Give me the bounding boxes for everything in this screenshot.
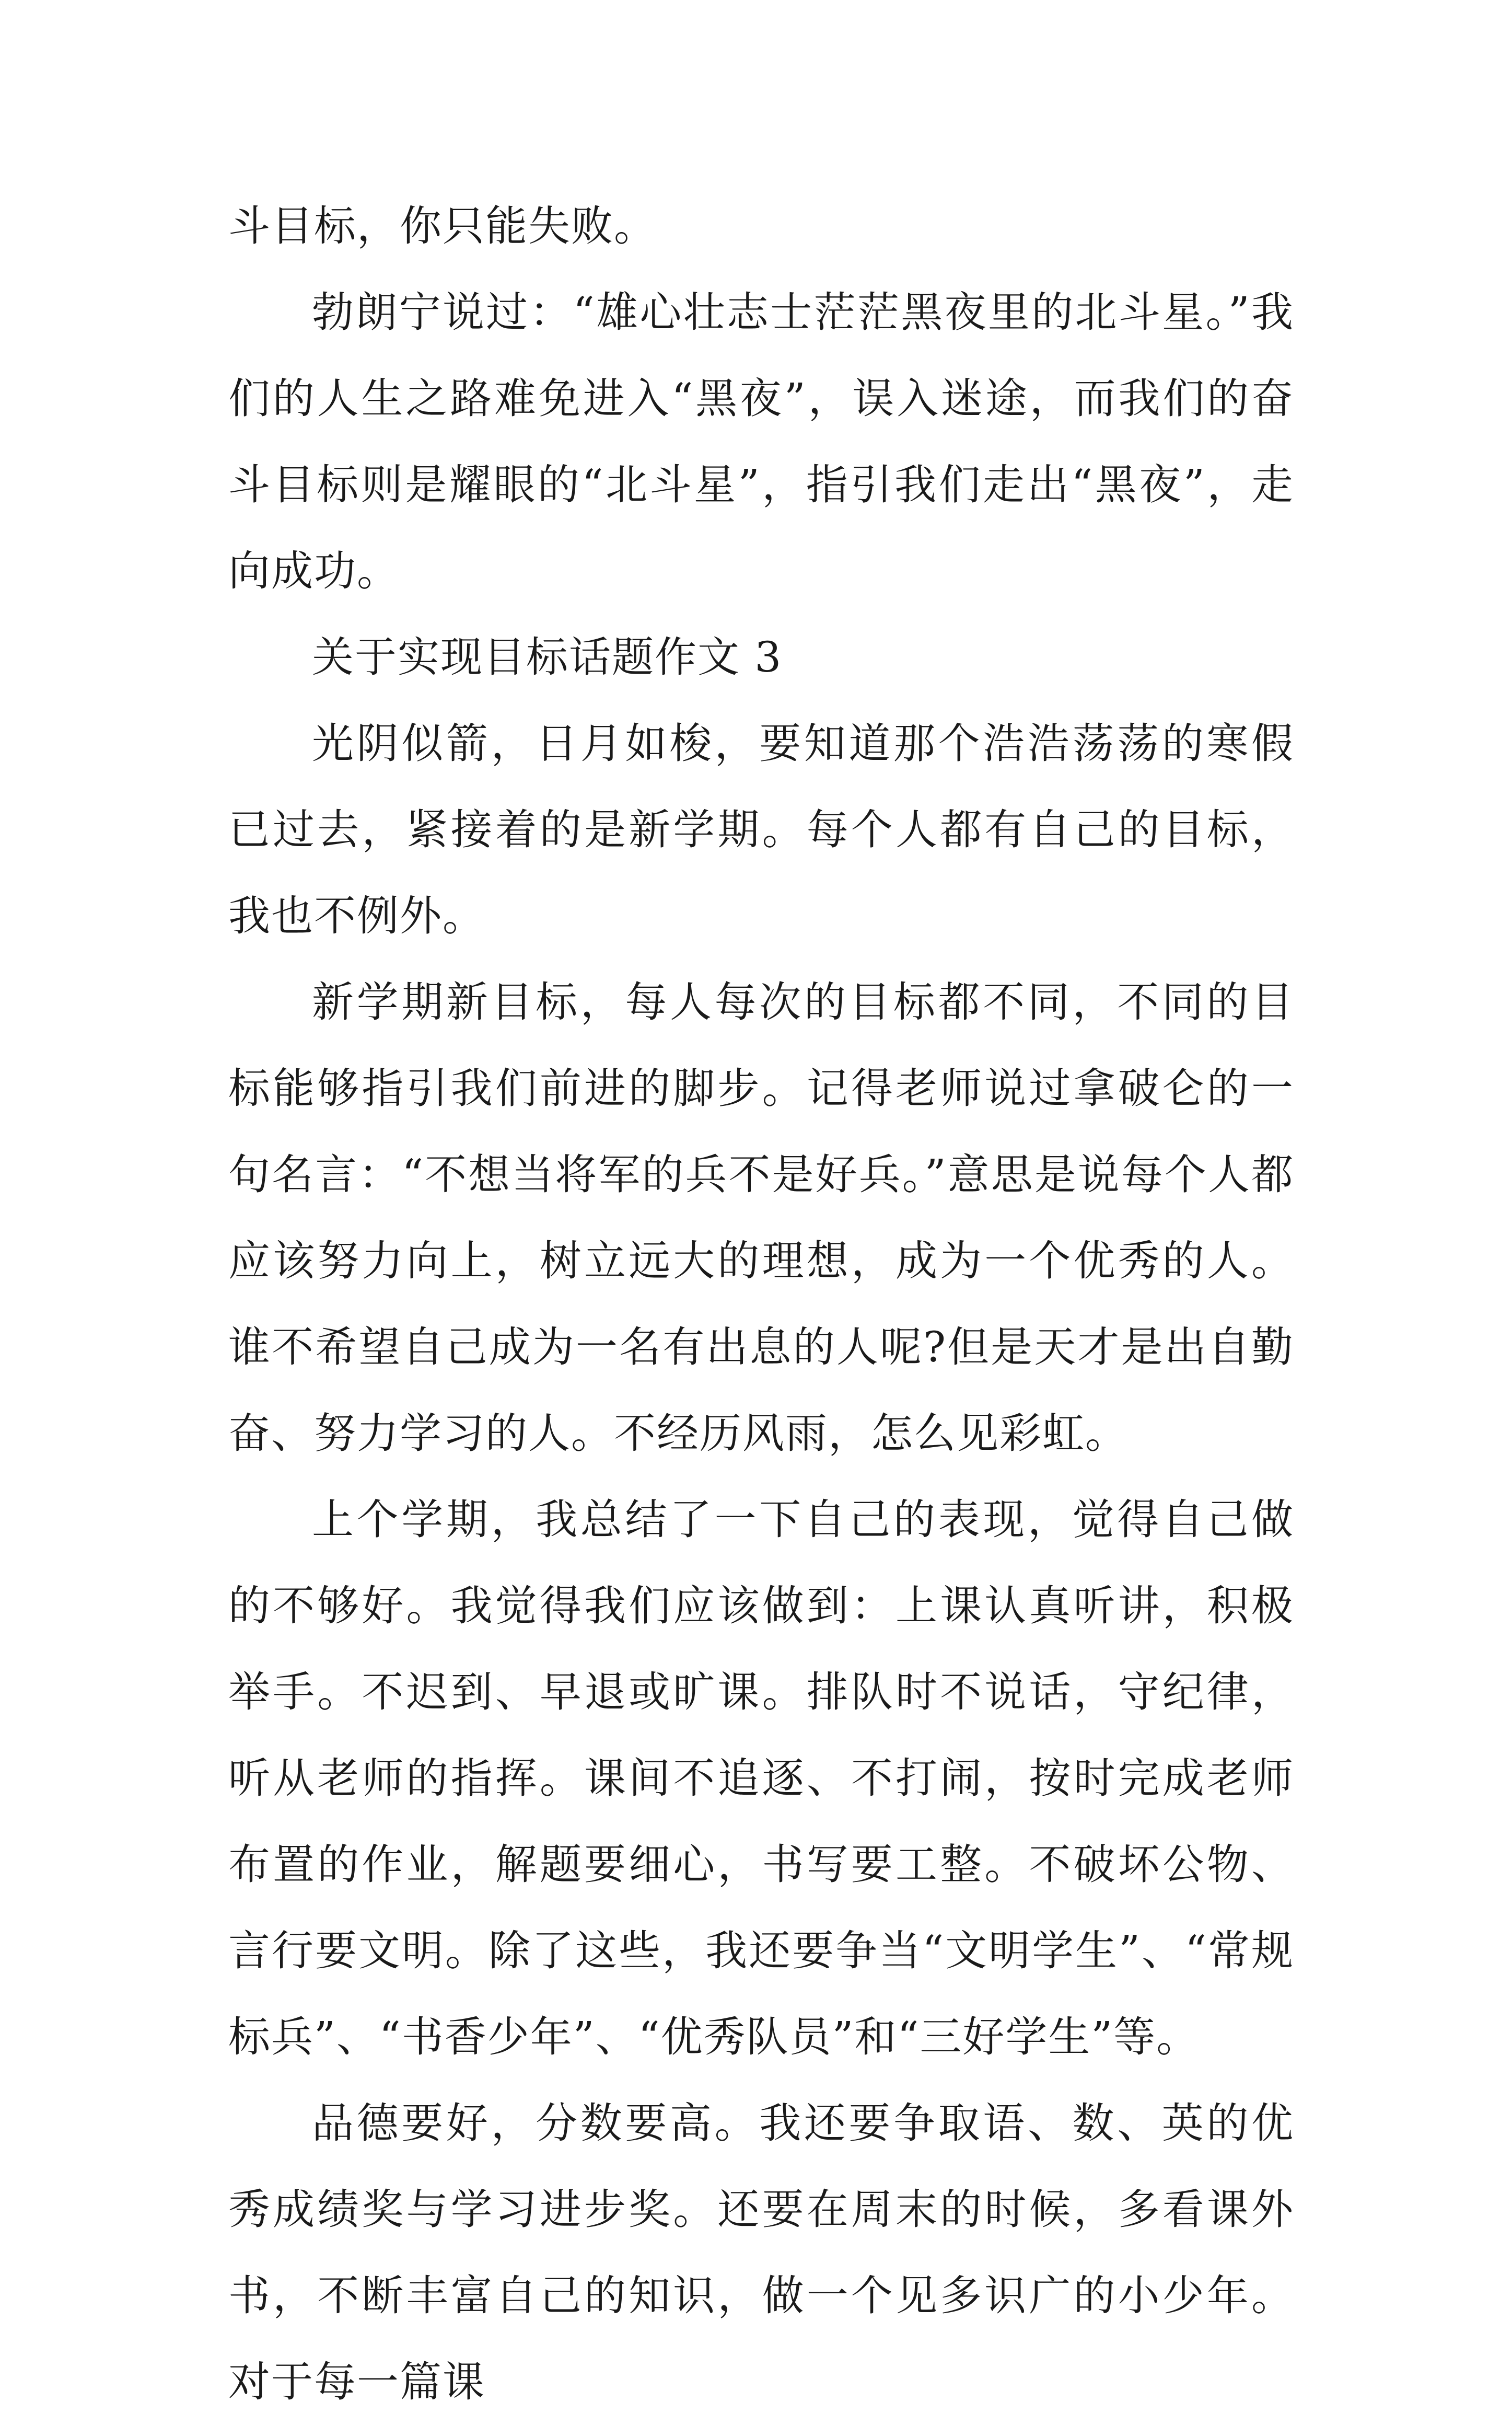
essay-body (228, 183, 1294, 2425)
paragraph-last-semester: 上个学期，我总结了一下自己的表现，觉得自己做的不够好。我觉得我们应该做到：上课认真听讲，积极举手。不迟到、早退或旷课。排队时不说话，守纪律，听从老师的指挥。课间不追逐、不打闹，按时完成老师布置的作业，解题要细心，书写要工整。不破坏公物、言行要文明。除了这些，我还要争当“文明学生”、“常规标兵”、“书香少年”、“优秀队员”和“三好学生”等。 (228, 1495, 1294, 2061)
paragraph-grades: 品德要好，分数要高。我还要争取语、数、英的优秀成绩奖与学习进步奖。还要在周末的时候，多看课外书，不断丰富自己的知识，做一个见多识广的小少年。对于每一篇课 (228, 2099, 1294, 2406)
paragraph-new-semester: 光阴似箭，日月如梭，要知道那个浩浩荡荡的寒假已过去，紧接着的是新学期。每个人都有自己的目标，我也不例外。 (228, 719, 1294, 940)
paragraph-new-goals: 新学期新目标，每人每次的目标都不同，不同的目标能够指引我们前进的脚步。记得老师说过拿破仑的一句名言：“不想当将军的兵不是好兵。”意思是说每个人都应该努力向上，树立远大的理想，成为一个优秀的人。谁不希望自己成为一名有出息的人呢?但是天才是出自勤奋、努力学习的人。不经历风雨，怎么见彩虹。 (228, 978, 1294, 1458)
paragraph-continued: 斗目标，你只能失败。 (228, 202, 657, 250)
essay-heading: 关于实现目标话题作文 3 (312, 633, 783, 682)
paragraph-browning-quote: 勃朗宁说过：“雄心壮志士茫茫黑夜里的北斗星。”我们的人生之路难免进入“黑夜”，误入迷途，而我们的奋斗目标则是耀眼的“北斗星”，指引我们走出“黑夜”，走向成功。 (228, 288, 1294, 595)
